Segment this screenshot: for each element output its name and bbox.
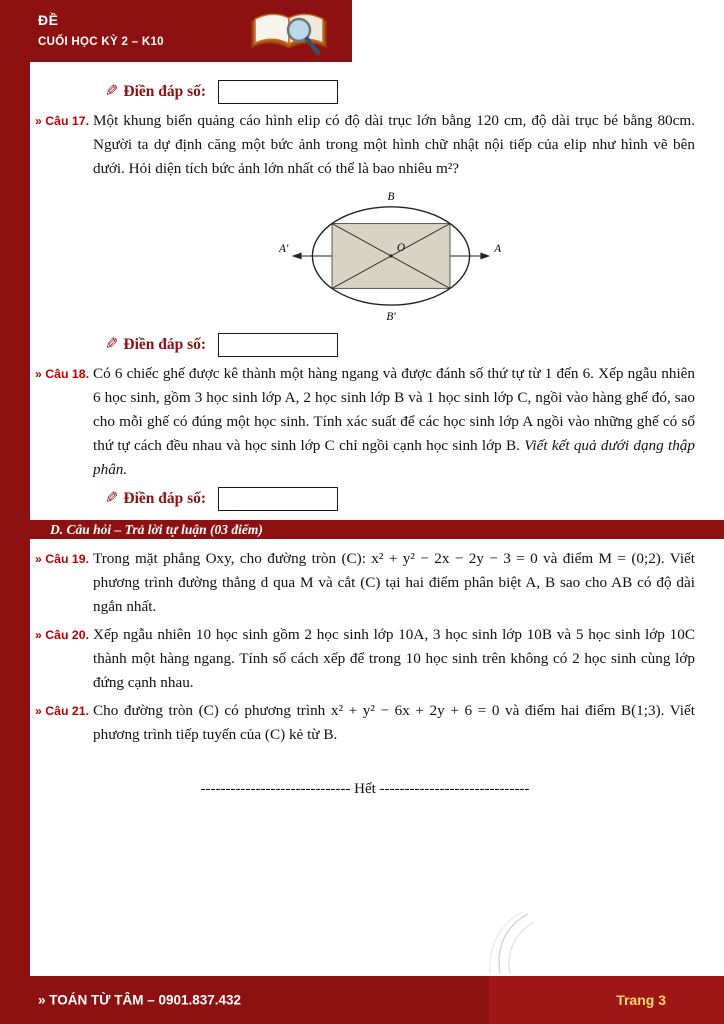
question-20 bbox=[35, 623, 695, 695]
question-18-marker: » Câu 18. bbox=[35, 367, 89, 381]
answer-prompt-label: Điền đáp số: bbox=[123, 83, 207, 100]
question-17-text: Một khung biển quảng cáo hình elip có độ dài trục lớn bằng 120 cm, độ dài trục bé bằng 80cm. Người ta dự định căng một bức ảnh trong một hình chữ nhật nội tiếp của elip như hình vẽ bên dưới. Hỏi diện tích bức ảnh lớn nhất có thể là bao nhiêu m²? bbox=[93, 112, 695, 177]
question-18-note: Viết kết quả dưới dạng thập phân. bbox=[93, 437, 695, 478]
answer-input-box[interactable] bbox=[218, 333, 338, 357]
answer-input-box[interactable] bbox=[218, 487, 338, 511]
page-number: Trang 3 bbox=[616, 992, 666, 1008]
answer-row bbox=[105, 332, 695, 358]
label-A-prime: A′ bbox=[278, 243, 289, 256]
label-O: O bbox=[396, 242, 406, 255]
answer-input-box[interactable] bbox=[218, 80, 338, 104]
answer-prompt-label: Điền đáp số: bbox=[123, 336, 207, 353]
footer-page-box bbox=[489, 976, 724, 1024]
question-18-body: Có 6 chiếc ghế được kê thành một hàng ngang và được đánh số thứ tự từ 1 đến 6. Xếp ngẫu nhiên 6 học sinh, gồm 3 học sinh lớp A, 2 học sinh lớp B và 1 học sinh lớp C, ngồi vào hàng ghế đó, sao cho mỗi ghế có đúng một học sinh. Tính xác suất để các học sinh lớp A ngồi vào những ghế có số thứ tự cách đều nhau và học sinh lớp C chỉ ngồi cạnh học sinh lớp B. bbox=[93, 365, 695, 454]
question-21 bbox=[35, 699, 695, 747]
left-accent-strip bbox=[0, 0, 30, 1024]
right-arrowhead bbox=[480, 253, 490, 260]
pen-icon: ✎ bbox=[105, 83, 119, 100]
label-A: A bbox=[494, 243, 502, 256]
question-17 bbox=[35, 109, 695, 181]
header-subtitle: CUỐI HỌC KỲ 2 – K10 bbox=[38, 36, 164, 48]
content-area bbox=[35, 76, 695, 798]
pen-icon: ✎ bbox=[105, 490, 119, 507]
question-19 bbox=[35, 547, 695, 619]
section-d-header: D. Câu hỏi – Trả lời tự luận (03 điểm) bbox=[30, 520, 724, 539]
footer-bar bbox=[0, 976, 724, 1024]
decorative-swirl bbox=[466, 912, 536, 976]
footer-brand: » TOÁN TỪ TÂM – 0901.837.432 bbox=[38, 992, 242, 1008]
answer-prompt-label: Điền đáp số: bbox=[123, 490, 207, 507]
question-17-marker: » Câu 17. bbox=[35, 114, 89, 128]
answer-row bbox=[105, 79, 695, 105]
pen-icon: ✎ bbox=[105, 336, 119, 353]
label-B: B bbox=[387, 190, 395, 203]
left-arrowhead bbox=[292, 253, 302, 260]
question-21-marker: » Câu 21. bbox=[35, 704, 89, 718]
end-of-exam-line: ------------------------------ Hết ------------------------------ bbox=[200, 781, 530, 797]
question-18-text bbox=[93, 362, 695, 482]
ellipse-figure bbox=[278, 187, 506, 328]
question-18 bbox=[35, 362, 695, 482]
question-19-text: Trong mặt phẳng Oxy, cho đường tròn (C): x² + y² − 2x − 2y − 3 = 0 và điểm M = (0;2). Viết phương trình đường thẳng d qua M và cắt (C) tại hai điểm phân biệt A, B sao cho AB có độ dài ngắn nhất. bbox=[93, 550, 695, 615]
label-B-prime: B′ bbox=[386, 310, 396, 323]
question-20-marker: » Câu 20. bbox=[35, 628, 89, 642]
center-point bbox=[389, 254, 392, 257]
question-20-text: Xếp ngẫu nhiên 10 học sinh gồm 2 học sinh lớp 10A, 3 học sinh lớp 10B và 5 học sinh lớp 10C thành một hàng ngang. Tính số cách xếp để trong 10 học sinh trên không có 2 học sinh cùng lớp đứng cạnh nhau. bbox=[93, 626, 695, 691]
answer-row bbox=[105, 486, 695, 512]
question-19-marker: » Câu 19. bbox=[35, 552, 89, 566]
book-magnifier-icon bbox=[246, 3, 334, 61]
header-title: ĐỀ bbox=[38, 12, 59, 28]
question-21-text: Cho đường tròn (C) có phương trình x² + y² − 6x + 2y + 6 = 0 và điểm hai điểm B(1;3). Viết phương trình tiếp tuyến của (C) kẻ từ B. bbox=[93, 702, 695, 743]
